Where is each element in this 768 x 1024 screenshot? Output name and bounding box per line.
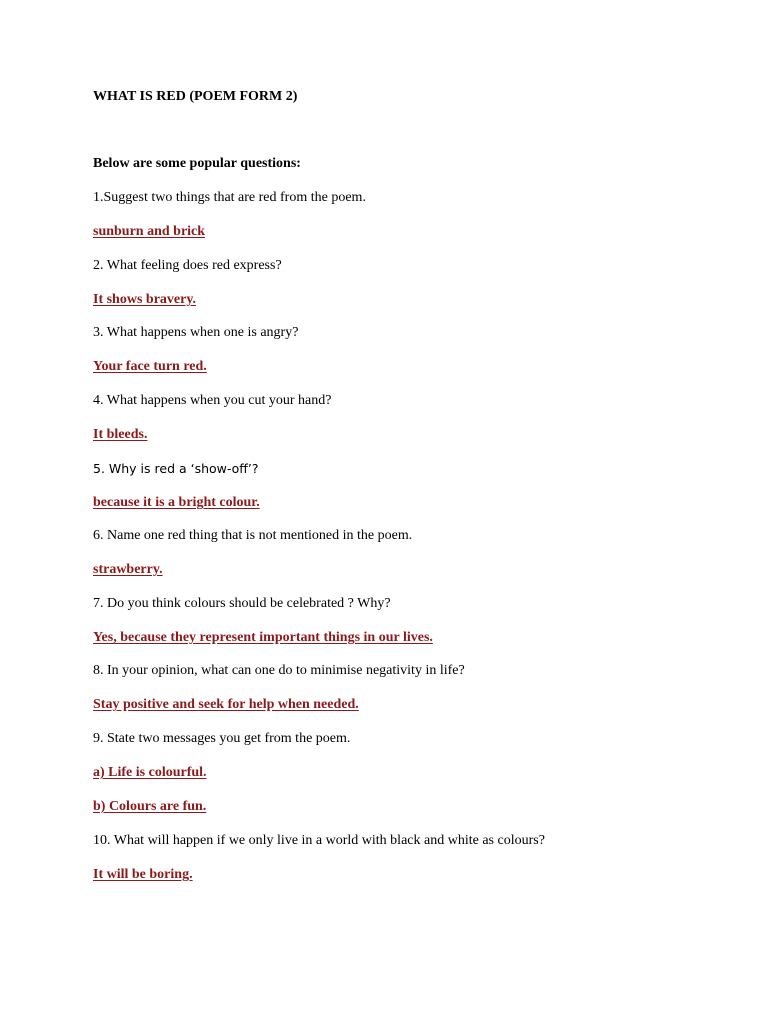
question-8: 8. In your opinion, what can one do to minimise negativity in life? bbox=[93, 663, 465, 678]
answer-1: sunburn and brick bbox=[93, 224, 206, 239]
answer-6: strawberry. bbox=[93, 562, 163, 577]
answer-2: It shows bravery. bbox=[93, 292, 197, 307]
answer-3: Your face turn red. bbox=[93, 359, 207, 374]
question-7: 7. Do you think colours should be celebrated ? Why? bbox=[93, 596, 391, 611]
question-3: 3. What happens when one is angry? bbox=[93, 325, 299, 340]
answer-7: Yes, because they represent important things in our lives. bbox=[93, 630, 433, 645]
intro-text: Below are some popular questions: bbox=[93, 156, 301, 171]
document-title: WHAT IS RED (POEM FORM 2) bbox=[93, 89, 298, 104]
question-4: 4. What happens when you cut your hand? bbox=[93, 393, 332, 408]
answer-10: It will be boring. bbox=[93, 867, 193, 882]
question-2: 2. What feeling does red express? bbox=[93, 258, 282, 273]
question-5: 5. Why is red a ‘show-off’? bbox=[93, 461, 259, 476]
question-10: 10. What will happen if we only live in a world with black and white as colours? bbox=[93, 833, 545, 848]
question-6: 6. Name one red thing that is not mentioned in the poem. bbox=[93, 528, 413, 543]
answer-4: It bleeds. bbox=[93, 427, 148, 442]
answer-9a: a) Life is colourful. bbox=[93, 765, 207, 780]
answer-9b: b) Colours are fun. bbox=[93, 799, 207, 814]
question-9: 9. State two messages you get from the poem. bbox=[93, 731, 351, 746]
answer-8: Stay positive and seek for help when needed. bbox=[93, 697, 359, 712]
answer-5: because it is a bright colour. bbox=[93, 495, 260, 510]
question-1: 1.Suggest two things that are red from the poem. bbox=[93, 190, 366, 205]
